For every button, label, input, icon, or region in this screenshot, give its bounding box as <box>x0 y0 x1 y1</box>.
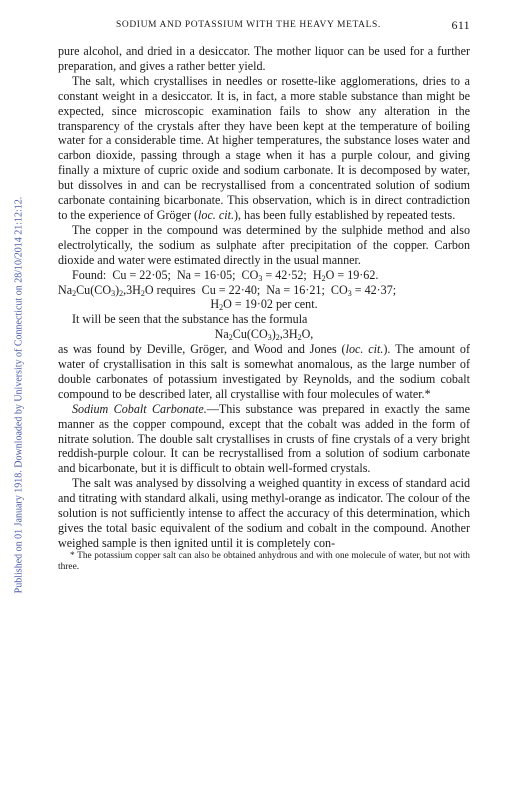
page-body <box>58 44 470 574</box>
running-title: SODIUM AND POTASSIUM WITH THE HEAVY METALS. <box>116 20 381 30</box>
download-watermark <box>12 160 26 630</box>
requires-water-line: $H_2O = 19\cdot 02$ per cent. <box>210 297 318 313</box>
citation-loc-cit-1: loc. cit. <box>198 207 234 222</box>
requires-co3: 42·37; <box>364 282 397 297</box>
found-label: Found: <box>72 267 107 282</box>
section-heading-sodium-cobalt-carbonate: Sodium Cobalt Carbonate. <box>72 401 207 416</box>
formula-intro: It will be seen that the substance has the formula <box>72 312 308 327</box>
paragraph-3: The copper in the compound was determined by the sulphide method and also electrolytically, the sodium as sulphate after precipitation of the copper. Carbon dioxide and water were estimated directly in the usual manner. <box>58 222 470 267</box>
found-h2o: 19·62. <box>347 267 379 282</box>
formula-line: $Na_2Cu(CO_3)_2,3H_2O$, <box>214 327 314 343</box>
page-number: 611 <box>451 18 470 32</box>
paragraph-7: The salt was analysed by dissolving a weighed quantity in excess of standard acid and titrating with standard alkali, using methyl-orange as indicator. The colour of the solution is not sufficiently intense to affect the accuracy of this determination, which gives the total basic equivalent of the sodium and cobalt in the compound. Another weighed sample is then ignited until it is completely con- <box>58 476 470 550</box>
requires-na: Na = 16·21; <box>266 282 325 297</box>
requires-h2o: 19·02 per cent. <box>244 297 318 312</box>
found-co3: 42·52; <box>275 267 307 282</box>
requires-cu: Cu = 22·40; <box>201 282 261 297</box>
citation-loc-cit-2: loc. cit. <box>345 342 384 357</box>
paragraph-5-text-a: as was found by Deville, Gröger, and Wood and Jones ( <box>58 342 346 357</box>
found-cu: Cu = 22·05; <box>112 267 171 282</box>
found-line: Found: Cu = 22·05; Na = 16·05; $CO_3 = 42\cdot 52$; $H_2O = 19\cdot 62$. <box>72 267 379 283</box>
paragraph-6 <box>58 402 470 477</box>
paragraph-1: pure alcohol, and dried in a desiccator. The mother liquor can be used for a further preparation, and gives a rather better yield. <box>58 44 470 73</box>
paragraph-5-text-b: ). The amount of water of crystallisation in this salt is somewhat anomalous, as the large number of double carbonates of potassium investigated by Reynolds, and the sodium cobalt compound to be described later, all crystallise with four molecules of water.* <box>58 342 470 401</box>
paragraph-2-text-a: The salt, which crystallises in needles or rosette-like agglomerations, dries to a constant weight in a desiccator. It is, in fact, a more stable substance than might be expected, since microscopic examination fails to show any alteration in the transparency of the crystals after they have been kept at the temperature of boiling water for a considerable time. At higher temperatures, the substance loses water and carbon dioxide, passing through a stage when it has a purple colour, and giving finally a mixture of cupric oxide and sodium carbonate. It is decomposed by water, but dissolves in and can be recrystallised from a concentrated solution of sodium carbonate containing bicarbonate. This observation, which is in direct contradiction to the experience of Gröger ( <box>58 73 470 222</box>
found-na: Na = 16·05; <box>176 267 236 282</box>
footnote: * The potassium copper salt can also be obtained anhydrous and with one molecule of water, but not with three. <box>58 550 470 573</box>
requires-line: $Na_2Cu(CO_3)_2,3H_2O$ requires Cu = 22·40; Na = 16·21; $CO_3 = 42\cdot 37$; <box>58 282 397 298</box>
paragraph-2 <box>58 74 470 223</box>
requires-label: requires <box>156 282 196 297</box>
paragraph-6-text: —This substance was prepared in exactly the same manner as the copper compound, except that the cobalt was added in the form of nitrate solution. The double salt crystallises in crusts of fine crystals of a very bright reddish-purple colour. It can be recrystallised from a solution of sodium carbonate and bicarbonate, but it is difficult to obtain well-formed crystals. <box>58 401 470 476</box>
watermark-text: Published on 01 January 1918. Downloaded by University of Connecticut on 28/10/2014 21:12:12. <box>13 196 25 594</box>
paragraph-2-text-b: ), has been fully established by repeated tests. <box>233 207 456 222</box>
paragraph-5 <box>58 342 470 402</box>
